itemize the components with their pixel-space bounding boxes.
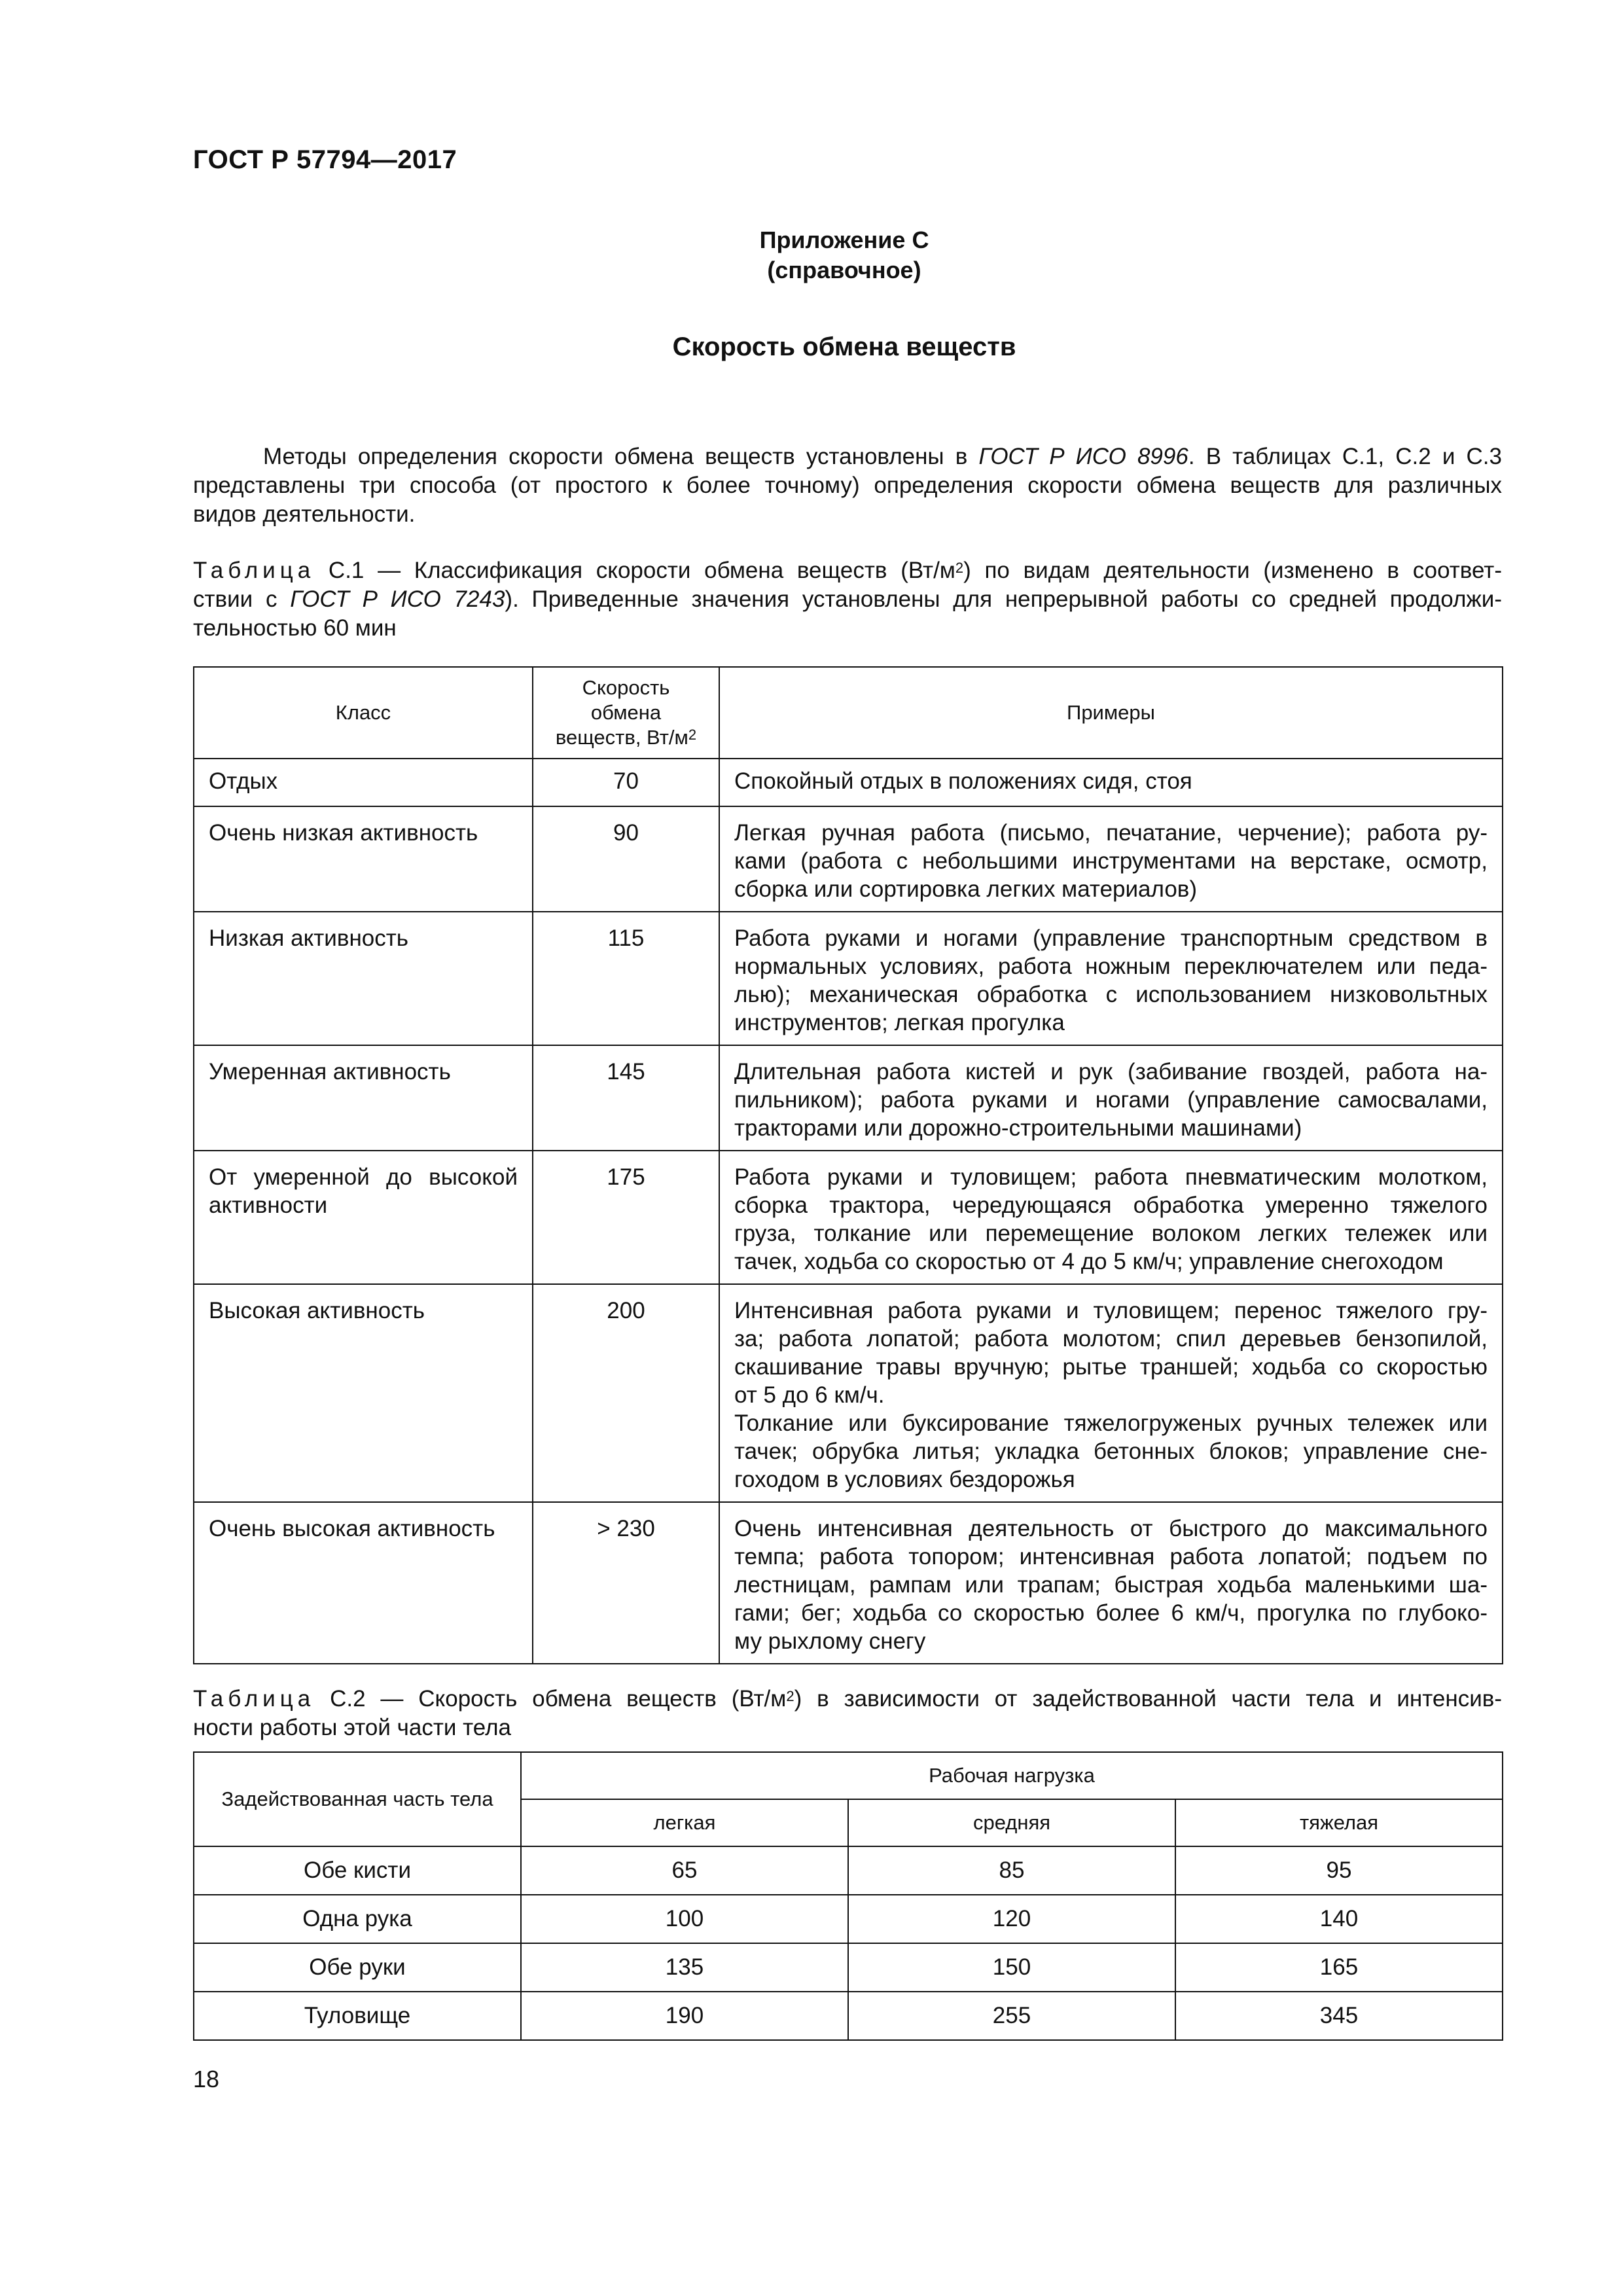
- table1-cell-examples: Работа руками и ногами (управление транспортным средством в нормальных условиях, работа ножным переключателем или педа- лью); механическая обработка с использованием низковольтных инструментов; легкая прогулка: [719, 912, 1503, 1045]
- table1-cell-class: Низкая активность: [194, 912, 533, 1045]
- table2-caption: [193, 1685, 1502, 1742]
- table1-caption: [193, 556, 1502, 643]
- table1-cell-class: Очень высокая активность: [194, 1502, 533, 1664]
- table2-header-body-part: Задействованная часть тела: [194, 1752, 521, 1846]
- section-title: Скорость обмена веществ: [672, 332, 1016, 361]
- table2-cell-light: 100: [521, 1895, 848, 1943]
- intro-line-1: Методы определения скорости обмена веществ установлены в ГОСТ Р ИСО 8996. В таблицах С.1, С.2 и С.3: [263, 444, 1502, 469]
- table2-row: [194, 1846, 1503, 1895]
- table1-header-examples: Примеры: [719, 667, 1503, 759]
- table2-cell-part: Обе руки: [194, 1943, 521, 1992]
- annex-status: (справочное): [767, 257, 921, 283]
- table1-cell-rate: 200: [533, 1284, 719, 1502]
- table2-caption-line-1: Таблица С.2 — Скорость обмена веществ $(Вт/м^2)$ в зависимости от задействованной части тела и интенсив-: [193, 1686, 1502, 1712]
- table1-row: [194, 759, 1503, 806]
- intro-line-3: видов деятельности.: [193, 501, 416, 527]
- table1-header-class: Класс: [194, 667, 533, 759]
- table1-cell-rate: 175: [533, 1151, 719, 1284]
- table2: [193, 1751, 1503, 2041]
- table2-cell-part: Туловище: [194, 1992, 521, 2040]
- table2-caption-line-2: ности работы этой части тела: [193, 1715, 511, 1740]
- table1-caption-line-3: тельностью 60 мин: [193, 615, 397, 641]
- intro-line-2: представлены три способа (от простого к более точному) определения скорости обмена веществ для различных: [193, 473, 1502, 498]
- table1-body: [194, 759, 1503, 1664]
- table1-row: [194, 1045, 1503, 1151]
- table1-cell-examples: Легкая ручная работа (письмо, печатание, черчение); работа ру- ками (работа с небольшими инструментами на верстаке, осмотр, сборка или сортировка легких материалов): [719, 806, 1503, 912]
- table1-caption-label: Таблица: [193, 558, 315, 583]
- intro-reference: ГОСТ Р ИСО 8996: [978, 444, 1188, 469]
- table2-cell-light: 135: [521, 1943, 848, 1992]
- table2-caption-label: Таблица: [193, 1686, 315, 1712]
- table1: [193, 666, 1503, 1664]
- table1-row: [194, 1151, 1503, 1284]
- annex-title: Приложение С: [759, 226, 929, 253]
- table2-header-workload: Рабочая нагрузка: [521, 1752, 1503, 1799]
- table1-cell-examples: Интенсивная работа руками и туловищем; перенос тяжелого гру- за; работа лопатой; работа молотом; спил деревьев бензопилой, скашивание травы вручную; рытье траншей; ходьба со скоростью от 5 до 6 км/ч. Толкание или буксирование тяжелогруженых ручных тележек или тачек; обрубка литья; укладка бетонных блоков; управление сне- гоходом в условиях бездорожья: [719, 1284, 1503, 1502]
- table2-body: [194, 1846, 1503, 2040]
- table1-caption-line-1: Таблица С.1 — Классификация скорости обмена веществ $(Вт/м^2)$ по видам деятельности (изменено в соответ-: [193, 558, 1502, 583]
- table2-cell-light: 65: [521, 1846, 848, 1895]
- table1-caption-reference: ГОСТ Р ИСО 7243: [290, 586, 505, 612]
- table2-cell-heavy: 345: [1175, 1992, 1503, 2040]
- table1-cell-examples: Спокойный отдых в положениях сидя, стоя: [719, 759, 1503, 806]
- table1-cell-rate: > 230: [533, 1502, 719, 1664]
- table2-cell-light: 190: [521, 1992, 848, 2040]
- table1-row: [194, 1502, 1503, 1664]
- standard-header: ГОСТ Р 57794—2017: [193, 145, 457, 174]
- table2-cell-part: Обе кисти: [194, 1846, 521, 1895]
- table2-cell-part: Одна рука: [194, 1895, 521, 1943]
- table2-cell-heavy: 165: [1175, 1943, 1503, 1992]
- table2-cell-heavy: 95: [1175, 1846, 1503, 1895]
- table1-cell-class: Высокая активность: [194, 1284, 533, 1502]
- table1-cell-rate: 90: [533, 806, 719, 912]
- table2-row: [194, 1943, 1503, 1992]
- table1-cell-class: От умеренной до высокой активности: [194, 1151, 533, 1284]
- table2-header-light: легкая: [521, 1799, 848, 1846]
- table2-cell-medium: 255: [848, 1992, 1175, 2040]
- table1-cell-examples: Длительная работа кистей и рук (забивание гвоздей, работа на- пильником); работа руками и ногами (управление самосвалами, тракторами или дорожно-строительными машинами): [719, 1045, 1503, 1151]
- table2-header-medium: средняя: [848, 1799, 1175, 1846]
- table2-header-row-1: [194, 1752, 1503, 1799]
- table1-cell-class: Умеренная активность: [194, 1045, 533, 1151]
- table2-row: [194, 1895, 1503, 1943]
- table1-cell-class: Отдых: [194, 759, 533, 806]
- table1-cell-rate: 115: [533, 912, 719, 1045]
- table2-header-heavy: тяжелая: [1175, 1799, 1503, 1846]
- table2-cell-medium: 150: [848, 1943, 1175, 1992]
- page-number: 18: [193, 2066, 220, 2092]
- table1-row: [194, 912, 1503, 1045]
- table2-row: [194, 1992, 1503, 2040]
- table1-cell-class: Очень низкая активность: [194, 806, 533, 912]
- table2-cell-heavy: 140: [1175, 1895, 1503, 1943]
- table1-caption-line-2: ствии с ГОСТ Р ИСО 7243). Приведенные значения установлены для непрерывной работы со средней продолжи-: [193, 586, 1502, 612]
- table1-cell-rate: 70: [533, 759, 719, 806]
- intro-paragraph: [193, 442, 1502, 529]
- table1-cell-examples: Очень интенсивная деятельность от быстрого до максимального темпа; работа топором; интенсивная работа лопатой; подъем по лестницам, рампам или трапам; быстрая ходьба маленькими ша- гами; бег; ходьба со скоростью более 6 км/ч, прогулка по глубоко- му рыхлому снегу: [719, 1502, 1503, 1664]
- table1-header-rate: Скорость обмена веществ, $Вт/м^2$: [533, 667, 719, 759]
- table2-cell-medium: 85: [848, 1846, 1175, 1895]
- table1-row: [194, 1284, 1503, 1502]
- table1-cell-examples: Работа руками и туловищем; работа пневматическим молотком, сборка трактора, чередующаяся обработка умеренно тяжелого груза, толкание или перемещение волоком легких тележек или тачек, ходьба со скоростью от 4 до 5 км/ч; управление снегоходом: [719, 1151, 1503, 1284]
- table2-cell-medium: 120: [848, 1895, 1175, 1943]
- table1-cell-rate: 145: [533, 1045, 719, 1151]
- table1-header-row: [194, 667, 1503, 759]
- table1-row: [194, 806, 1503, 912]
